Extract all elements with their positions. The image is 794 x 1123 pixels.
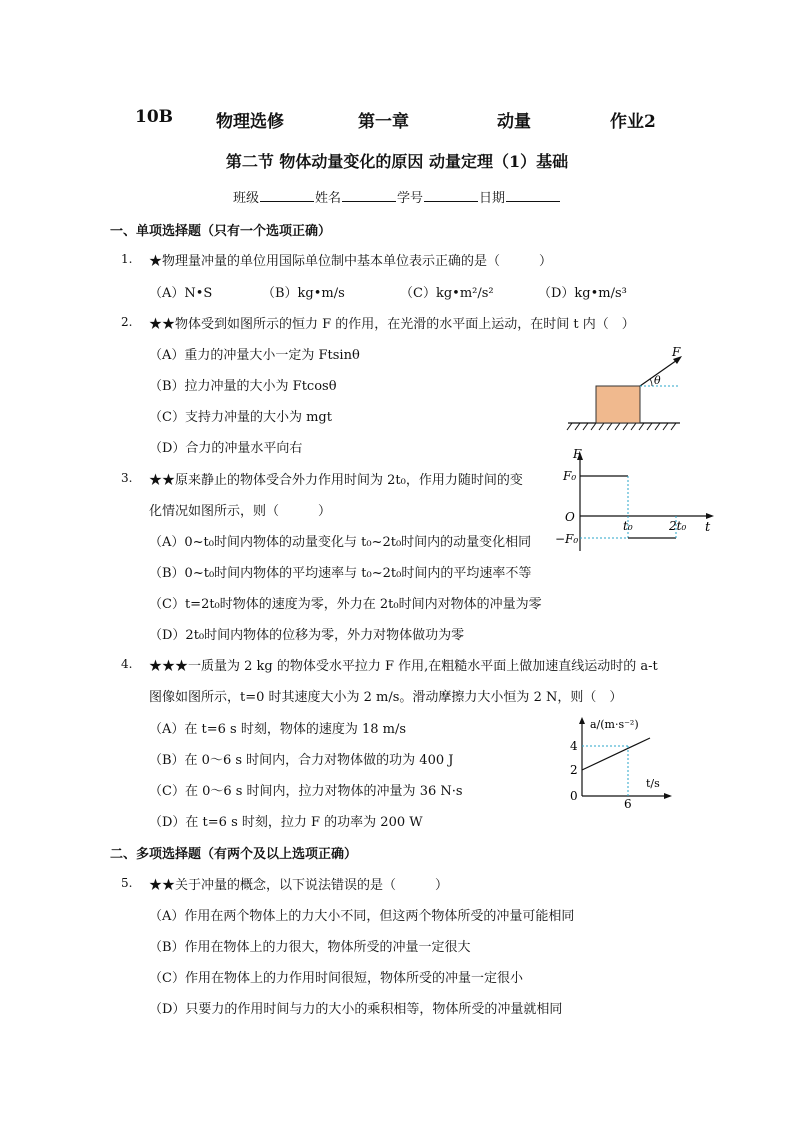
page-subtitle: 第二节 物体动量变化的原因 动量定理（1）基础: [225, 152, 569, 171]
option-c[interactable]: （C）支持力冲量的大小为 mgt: [149, 410, 332, 425]
question-number: 1.: [121, 252, 133, 266]
option-b[interactable]: （B）kg•m/s: [262, 286, 345, 301]
question-text: 图像如图所示，t=0 时其速度大小为 2 m/s。滑动摩擦力大小恒为 2 N，则（ ）: [149, 690, 623, 705]
option-d[interactable]: （D）合力的冲量水平向右: [149, 441, 303, 456]
block-rect: [596, 386, 640, 423]
name-blank[interactable]: [342, 189, 396, 202]
question-number: 3.: [121, 471, 133, 485]
question-text: ★物理量冲量的单位用国际单位制中基本单位表示正确的是（ ）: [149, 254, 553, 269]
question-number: 5.: [121, 876, 133, 890]
t0-label: t₀: [623, 519, 633, 533]
option-d[interactable]: （D）2t₀时间内物体的位移为零，外力对物体做功为零: [149, 628, 465, 643]
question-number: 2.: [121, 315, 133, 329]
name-label: 姓名: [314, 191, 341, 206]
option-b[interactable]: （B）0~t₀时间内物体的平均速率与 t₀~2t₀时间内的平均速率不等: [149, 566, 532, 581]
2t0-label: 2t₀: [669, 519, 687, 533]
option-a[interactable]: （A）N•S: [149, 286, 213, 301]
header-chapter: 第一章: [358, 112, 409, 132]
origin-label: 0: [570, 789, 578, 803]
t-axis-label: t: [705, 520, 711, 535]
figure-force-time-graph: [555, 446, 725, 556]
pos-force-label: F₀: [563, 469, 577, 483]
origin-label: O: [565, 510, 575, 524]
option-d[interactable]: （D）在 t=6 s 时刻，拉力 F 的功率为 200 W: [149, 815, 423, 830]
option-c[interactable]: （C）作用在物体上的力作用时间很短，物体所受的冲量一定很小: [149, 971, 523, 986]
x-tick-6: 6: [624, 797, 632, 810]
t-axis-label: t/s: [646, 777, 660, 790]
header-homework: 作业2: [610, 112, 656, 132]
section-multiple-choice: 二、多项选择题（有两个及以上选项正确）: [110, 847, 358, 862]
date-blank[interactable]: [506, 189, 560, 202]
option-c[interactable]: （C）kg•m²/s²: [400, 286, 494, 301]
option-b[interactable]: （B）在 0～6 s 时间内，合力对物体做的功为 400 J: [149, 753, 454, 768]
student-id-label: 学号: [397, 191, 424, 206]
section-single-choice: 一、单项选择题（只有一个选项正确）: [110, 224, 332, 239]
y-axis-label: F: [573, 447, 582, 461]
force-label: F: [672, 345, 681, 359]
option-d[interactable]: （D）kg•m/s³: [538, 286, 627, 301]
student-info-line: [0, 187, 794, 206]
neg-force-label: −F₀: [555, 532, 579, 546]
a-axis-label: a/(m·s⁻²): [590, 718, 639, 731]
option-d[interactable]: （D）只要力的作用时间与力的大小的乘积相等，物体所受的冲量就相同: [149, 1002, 563, 1017]
header-subject: 物理选修: [216, 112, 284, 132]
y-tick-2: 2: [570, 763, 578, 777]
class-blank[interactable]: [260, 189, 314, 202]
question-text: ★★★一质量为 2 kg 的物体受水平拉力 F 作用,在粗糙水平面上做加速直线运动时的 a-t: [149, 659, 658, 674]
header-grade: 10B: [135, 107, 174, 127]
figure-acceleration-time-graph: [560, 714, 680, 810]
class-label: 班级: [232, 191, 259, 206]
question-text: ★★原来静止的物体受合外力作用时间为 2t₀，作用力随时间的变: [149, 473, 523, 488]
question-number: 4.: [121, 657, 133, 671]
question-text: 化情况如图所示，则（ ）: [149, 504, 332, 519]
option-b[interactable]: （B）作用在物体上的力很大，物体所受的冲量一定很大: [149, 940, 471, 955]
option-c[interactable]: （C）t=2t₀时物体的速度为零，外力在 2t₀时间内对物体的冲量为零: [149, 597, 542, 612]
question-text: ★★关于冲量的概念，以下说法错误的是（ ）: [149, 878, 449, 893]
question-text: ★★物体受到如图所示的恒力 F 的作用，在光滑的水平面上运动，在时间 t 内（ ）: [149, 317, 635, 332]
date-label: 日期: [479, 191, 506, 206]
option-a[interactable]: （A）作用在两个物体上的力大小不同，但这两个物体所受的冲量可能相同: [149, 909, 575, 924]
figure-block-force: [560, 340, 700, 435]
y-tick-4: 4: [570, 739, 578, 753]
option-c[interactable]: （C）在 0～6 s 时间内，拉力对物体的冲量为 36 N·s: [149, 784, 463, 799]
option-a[interactable]: （A）在 t=6 s 时刻，物体的速度为 18 m/s: [149, 722, 407, 737]
option-a[interactable]: （A）0~t₀时间内物体的动量变化与 t₀~2t₀时间内的动量变化相同: [149, 535, 532, 550]
option-b[interactable]: （B）拉力冲量的大小为 Ftcosθ: [149, 379, 337, 394]
angle-label: θ: [654, 374, 661, 387]
header-topic: 动量: [497, 112, 531, 132]
student-id-blank[interactable]: [424, 189, 478, 202]
option-a[interactable]: （A）重力的冲量大小一定为 Ftsinθ: [149, 348, 360, 363]
